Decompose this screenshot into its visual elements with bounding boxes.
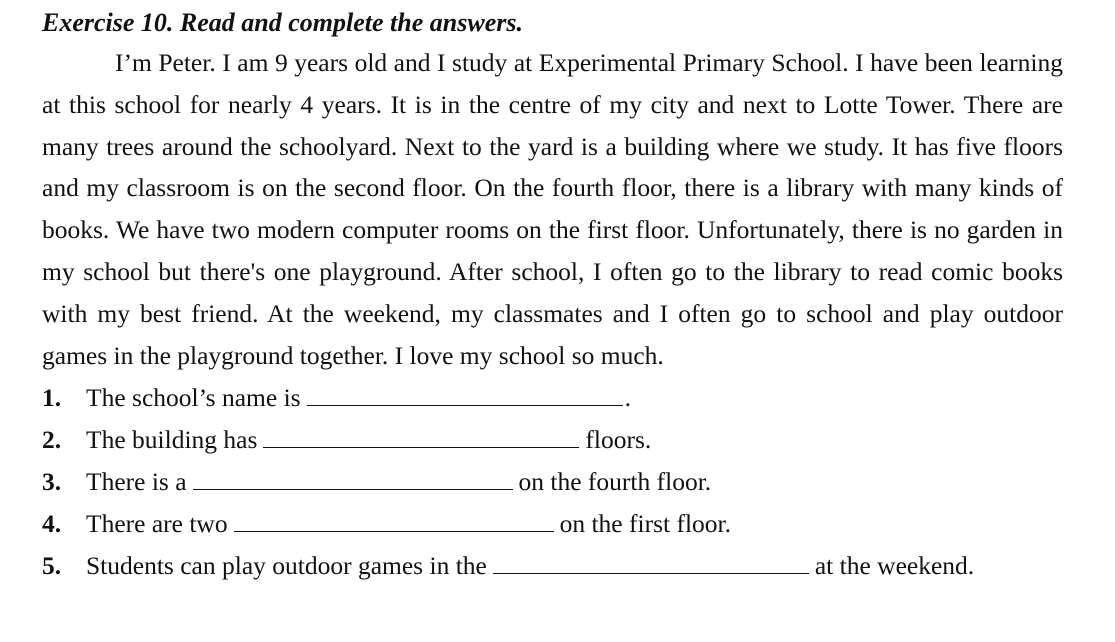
answer-blank-1[interactable]	[307, 376, 623, 406]
question-number: 2.	[42, 425, 62, 455]
question-1	[42, 376, 1063, 418]
question-text-after: at the weekend.	[814, 550, 975, 580]
question-text-after: on the first floor.	[559, 508, 731, 538]
question-number: 4.	[42, 508, 62, 538]
answer-blank-2[interactable]	[263, 418, 579, 448]
question-text-before: The building has	[86, 425, 258, 455]
question-3	[42, 460, 1063, 502]
question-text-after: on the fourth floor.	[518, 466, 712, 496]
question-2	[42, 418, 1063, 460]
question-number: 3.	[42, 466, 62, 496]
question-4	[42, 502, 1063, 544]
exercise-title: Exercise 10. Read and complete the answers.	[42, 8, 523, 37]
question-list	[42, 376, 1063, 585]
question-text-before: There is a	[86, 466, 187, 496]
question-text-after: .	[624, 383, 631, 413]
question-5	[42, 544, 1063, 586]
answer-blank-3[interactable]	[193, 460, 513, 490]
question-text-before: The school’s name is	[86, 383, 301, 413]
question-text-before: There are two	[86, 508, 228, 538]
reading-passage: I’m Peter. I am 9 years old and I study at Experimental Primary School. I have been learning at this school for nearly 4 years. It is in the centre of my city and next to Lotte Tower. There are many trees around the schoolyard. Next to the yard is a building where we study. It has five floors and my classroom is on the second floor. On the fourth floor, there is a library with many kinds of books. We have two modern computer rooms on the first floor. Unfortunately, there is no garden in my school but there's one playground. After school, I often go to the library to read comic books with my best friend. At the weekend, my classmates and I often go to school and play outdoor games in the playground together. I love my school so much.	[42, 48, 1063, 370]
question-text-after: floors.	[585, 425, 652, 455]
answer-blank-5[interactable]	[493, 544, 809, 574]
question-number: 1.	[42, 383, 62, 413]
question-text-before: Students can play outdoor games in the	[86, 550, 487, 580]
answer-blank-4[interactable]	[234, 502, 554, 532]
question-number: 5.	[42, 550, 62, 580]
